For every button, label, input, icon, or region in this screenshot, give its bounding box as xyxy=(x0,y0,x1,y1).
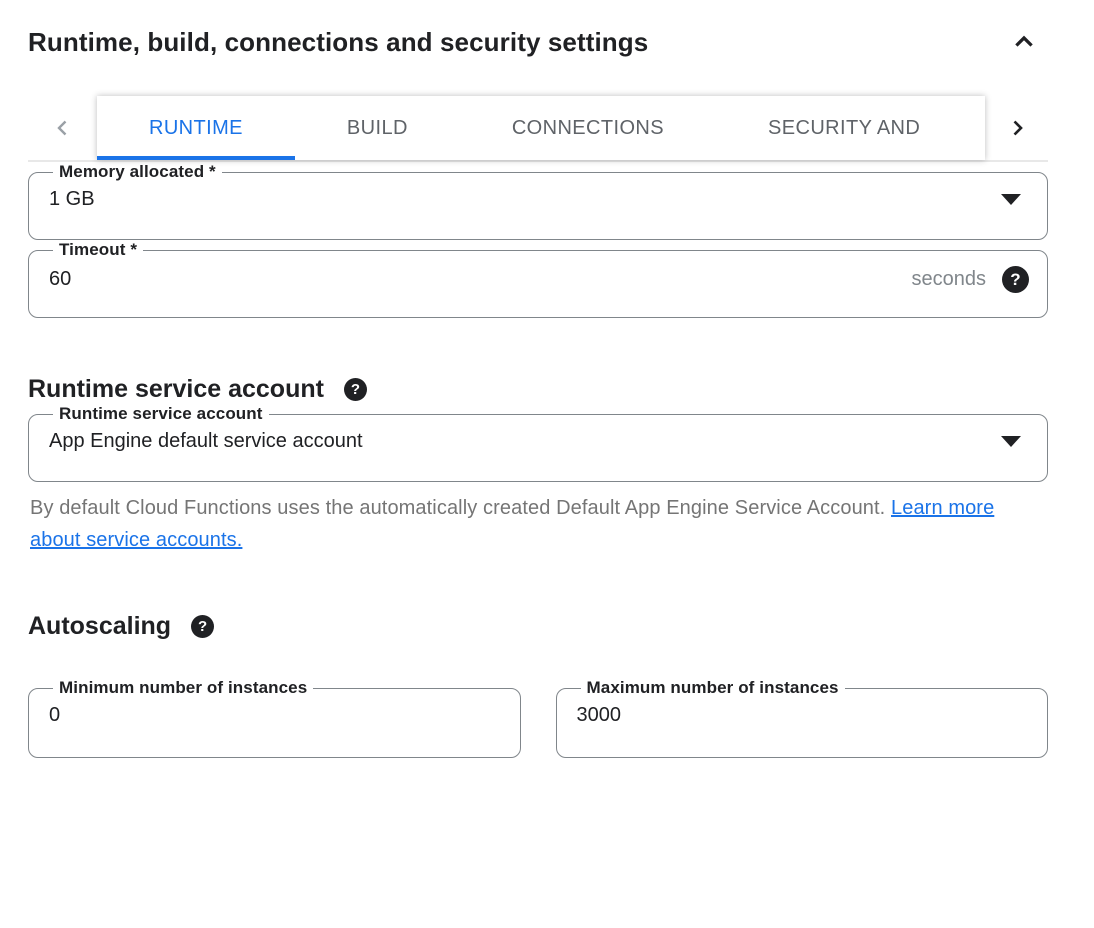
max-instances-label: Maximum number of instances xyxy=(586,678,839,697)
runtime-service-account-heading: Runtime service account xyxy=(28,375,324,403)
tab-runtime[interactable] xyxy=(97,96,295,160)
memory-allocated-label: Memory allocated * xyxy=(59,162,216,181)
service-account-helper-body: By default Cloud Functions uses the automatically created Default App Engine Service Account. xyxy=(30,497,892,519)
autoscaling-help-icon[interactable]: ? xyxy=(191,615,214,638)
tab-bar xyxy=(28,96,1048,162)
timeout-input[interactable] xyxy=(49,268,912,291)
autoscaling-fields-row xyxy=(28,678,1048,758)
tab-security-and-image-repo[interactable] xyxy=(716,96,985,160)
dropdown-arrow-icon xyxy=(1001,194,1021,205)
tab-build-label: BUILD xyxy=(346,116,408,139)
learn-more-service-accounts-link[interactable]: Learn more about service accounts. xyxy=(30,497,995,551)
runtime-service-account-select[interactable] xyxy=(28,404,1048,482)
runtime-service-account-label: Runtime service account xyxy=(59,404,263,423)
memory-allocated-select[interactable] xyxy=(28,162,1048,240)
runtime-service-account-value: App Engine default service account xyxy=(49,430,363,452)
timeout-field xyxy=(28,240,1048,318)
tab-security-label: SECURITY AND xyxy=(768,116,921,139)
tab-connections-label: CONNECTIONS xyxy=(511,116,664,139)
timeout-label: Timeout * xyxy=(59,240,138,259)
runtime-service-account-help-icon[interactable]: ? xyxy=(344,378,367,401)
min-instances-label: Minimum number of instances xyxy=(59,678,308,697)
timeout-help-icon[interactable]: ? xyxy=(1002,266,1029,293)
max-instances-field xyxy=(556,678,1049,758)
panel-header xyxy=(28,24,1048,60)
section-title-autoscaling xyxy=(28,612,1048,641)
tab-connections[interactable] xyxy=(460,96,716,160)
dropdown-arrow-icon xyxy=(1001,436,1021,447)
tab-build[interactable] xyxy=(295,96,460,160)
memory-allocated-value: 1 GB xyxy=(49,188,95,210)
tab-strip xyxy=(97,96,985,160)
max-instances-input[interactable] xyxy=(577,704,1030,727)
page-title: Runtime, build, connections and security settings xyxy=(28,26,649,57)
min-instances-input[interactable] xyxy=(49,704,502,727)
min-instances-field xyxy=(28,678,521,758)
autoscaling-heading: Autoscaling xyxy=(28,612,172,640)
section-title-runtime-service-account xyxy=(28,375,1048,404)
chevron-left-icon xyxy=(51,116,75,140)
chevron-right-icon xyxy=(1005,116,1029,140)
timeout-unit-label: seconds xyxy=(911,268,986,290)
collapse-section-button[interactable] xyxy=(1008,26,1040,58)
tabs-scroll-left-button[interactable] xyxy=(28,96,97,160)
service-account-helper-text xyxy=(30,492,995,556)
tab-runtime-label: RUNTIME xyxy=(149,116,243,139)
chevron-up-icon xyxy=(1010,28,1038,56)
tabs-scroll-right-button[interactable] xyxy=(985,96,1048,160)
